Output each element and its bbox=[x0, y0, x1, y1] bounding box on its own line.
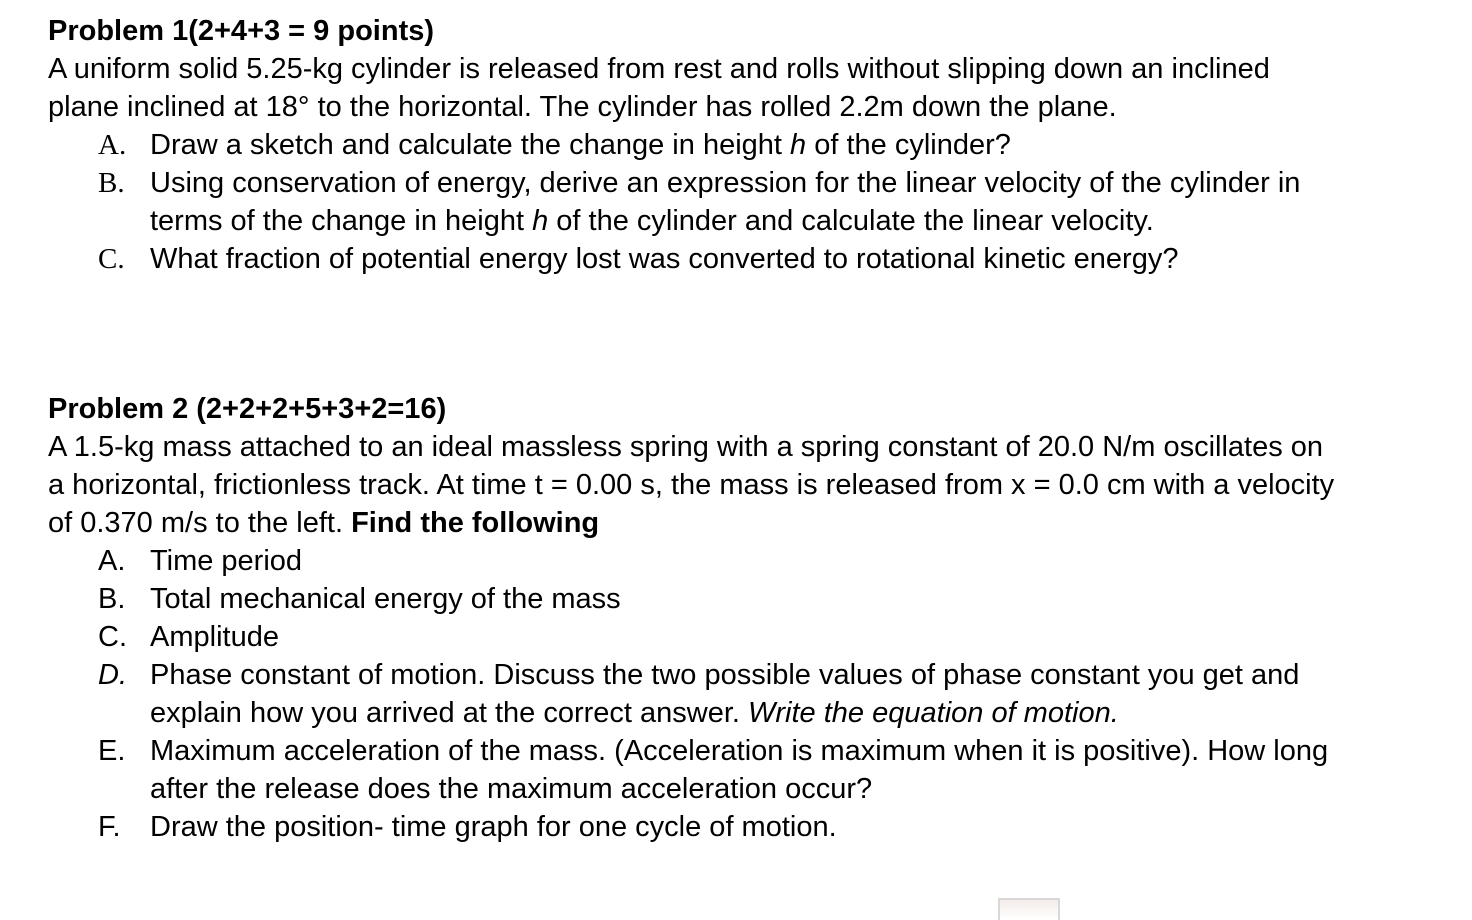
problem-2-part-b bbox=[48, 580, 1338, 618]
part-marker: C. bbox=[98, 243, 125, 275]
part-text-post: of the cylinder? bbox=[806, 129, 1011, 161]
problem-1-parts bbox=[48, 126, 1338, 278]
problem-2-part-f bbox=[48, 808, 1338, 846]
problem-2-part-d bbox=[48, 656, 1338, 732]
part-text bbox=[150, 656, 1338, 732]
part-text-pre: Using conservation of energy, derive an expression for the linear velocity of the cylinder in terms of the change in height bbox=[150, 167, 1301, 237]
part-text-post: of the cylinder and calculate the linear velocity. bbox=[548, 205, 1154, 237]
part-text bbox=[150, 164, 1338, 240]
problem-1-title: Problem 1(2+4+3 = 9 points) bbox=[48, 15, 435, 47]
variable-h: h bbox=[790, 129, 807, 161]
part-text: Maximum acceleration of the mass. (Acceleration is maximum when it is positive). How long after the release does the maximum acceleration occur? bbox=[150, 735, 1329, 805]
part-text: Total mechanical energy of the mass bbox=[150, 583, 621, 615]
part-text-pre: Draw a sketch and calculate the change in height bbox=[150, 129, 791, 161]
part-text: Draw the position- time graph for one cycle of motion. bbox=[150, 811, 837, 843]
part-marker: D. bbox=[98, 659, 127, 691]
problem-2-parts bbox=[48, 542, 1338, 846]
statement-text: A 1.5-kg mass attached to an ideal massless spring with a spring constant of 20.0 N/m oscillates on a horizontal, frictionless track. At time t = 0.00 s, the mass is released from x = 0.0 cm with a velocity of 0.370 m/s to the left. bbox=[48, 431, 1335, 539]
problem-1-part-c bbox=[48, 240, 1338, 278]
page-edge-box bbox=[998, 898, 1060, 920]
problem-2 bbox=[48, 390, 1338, 846]
part-marker: A. bbox=[98, 129, 127, 161]
statement-bold: Find the following bbox=[351, 507, 600, 539]
problem-1-part-b bbox=[48, 164, 1338, 240]
problem-2-statement bbox=[48, 428, 1338, 542]
problem-1-part-a bbox=[48, 126, 1338, 164]
part-marker: A. bbox=[98, 545, 126, 577]
problem-2-part-c bbox=[48, 618, 1338, 656]
part-text: What fraction of potential energy lost was converted to rotational kinetic energy? bbox=[150, 243, 1179, 275]
problem-2-title: Problem 2 (2+2+2+5+3+2=16) bbox=[48, 393, 447, 425]
part-marker: F. bbox=[98, 811, 121, 843]
problem-1-statement: A uniform solid 5.25-kg cylinder is released from rest and rolls without slipping down an inclined plane inclined at 18° to the horizontal. The cylinder has rolled 2.2m down the plane. bbox=[48, 53, 1270, 123]
part-text-main: Phase constant of motion. Discuss the two possible values of phase constant you get and explain how you arrived at the correct answer. bbox=[150, 659, 1300, 729]
part-marker: C. bbox=[98, 621, 127, 653]
part-text: Amplitude bbox=[150, 621, 279, 653]
problem-2-part-a bbox=[48, 542, 1338, 580]
part-marker: E. bbox=[98, 735, 126, 767]
part-marker: B. bbox=[98, 167, 125, 199]
problem-1 bbox=[48, 12, 1338, 278]
problem-2-part-e bbox=[48, 732, 1338, 808]
part-text bbox=[150, 126, 1338, 164]
variable-h: h bbox=[532, 205, 549, 237]
part-marker: B. bbox=[98, 583, 126, 615]
part-text-italic: Write the equation of motion. bbox=[748, 697, 1119, 729]
part-text: Time period bbox=[150, 545, 303, 577]
